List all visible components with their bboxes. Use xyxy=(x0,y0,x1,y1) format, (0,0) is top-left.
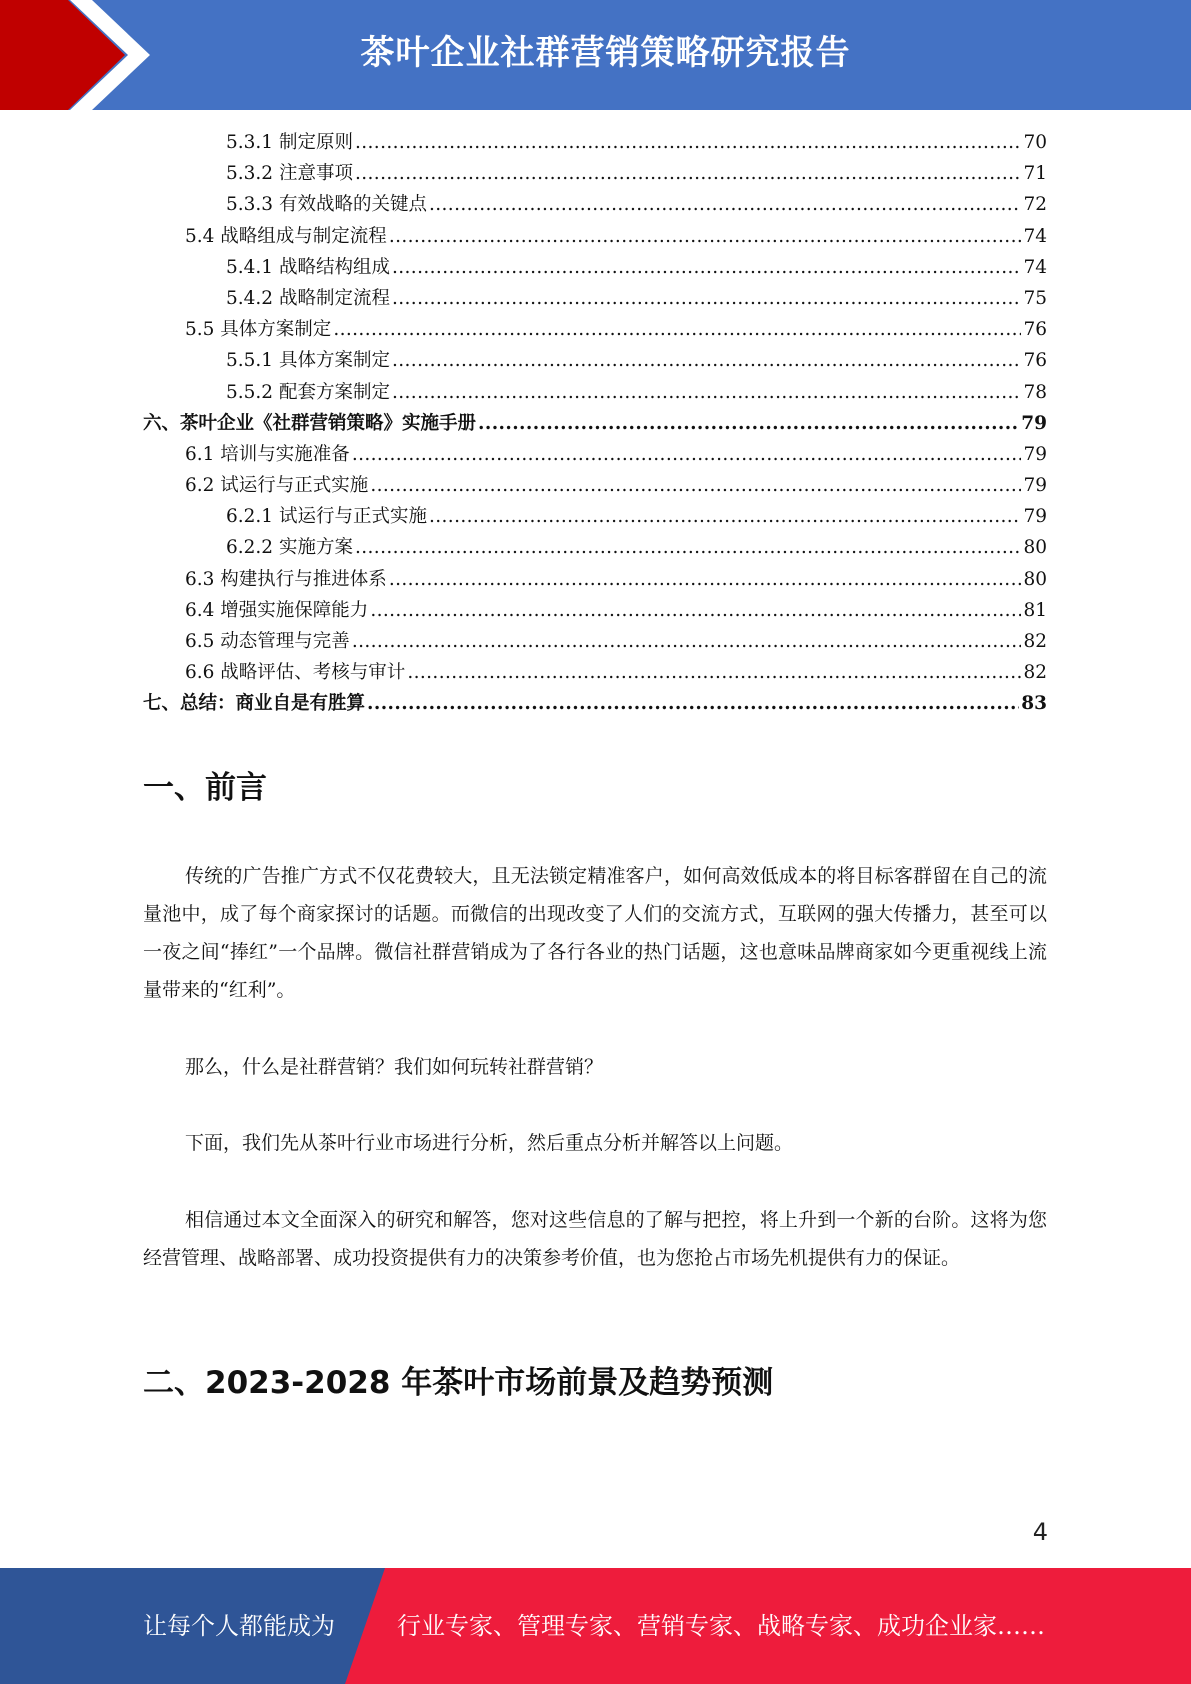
toc-dot-leader xyxy=(352,631,1022,652)
toc-entry-label: 5.3.2 注意事项 xyxy=(226,163,353,185)
toc-dot-leader xyxy=(407,662,1021,683)
toc-entry[interactable] xyxy=(143,440,1047,471)
page-header xyxy=(0,0,1191,110)
toc-entry-label: 5.4 战略组成与制定流程 xyxy=(185,225,387,247)
toc-entry-label: 5.5.2 配套方案制定 xyxy=(226,381,390,403)
toc-dot-leader xyxy=(429,506,1021,527)
toc-entry-label: 6.2.2 实施方案 xyxy=(226,537,353,559)
toc-entry[interactable] xyxy=(143,222,1047,253)
toc-entry-label: 6.2.1 试运行与正式实施 xyxy=(226,506,427,528)
toc-entry-label: 6.6 战略评估、考核与审计 xyxy=(185,662,406,684)
toc-dot-leader xyxy=(352,444,1022,465)
toc-entry-page: 79 xyxy=(1023,475,1047,497)
preface-paragraph: 那么，什么是社群营销？我们如何玩转社群营销？ xyxy=(185,1056,604,1078)
toc-entry-label: 6.1 培训与实施准备 xyxy=(185,443,350,465)
toc-dot-leader xyxy=(333,319,1021,340)
toc-entry-page: 80 xyxy=(1023,568,1047,590)
toc-dot-leader xyxy=(392,350,1021,371)
toc-entry[interactable] xyxy=(143,471,1047,502)
toc-entry[interactable] xyxy=(143,409,1047,440)
toc-entry[interactable] xyxy=(143,689,1047,720)
toc-entry-label: 5.4.1 战略结构组成 xyxy=(226,256,390,278)
toc-entry[interactable] xyxy=(143,190,1047,221)
preface-paragraph: 相信通过本文全面深入的研究和解答，您对这些信息的了解与把控，将上升到一个新的台阶。这将为您经营管理、战略部署、成功投资提供有力的决策参考价值，也为您抢占市场先机提供有力的保证。 xyxy=(143,1209,1047,1269)
toc-dot-leader xyxy=(392,257,1021,278)
toc-entry-label: 5.3.1 制定原则 xyxy=(226,132,353,153)
toc-entry-label: 六、茶叶企业《社群营销策略》实施手册 xyxy=(143,412,477,434)
toc-entry-page: 83 xyxy=(1021,693,1047,715)
toc-dot-leader xyxy=(389,226,1022,247)
toc-entry[interactable] xyxy=(143,627,1047,658)
preface-paragraph: 下面，我们先从茶叶行业市场进行分析，然后重点分析并解答以上问题。 xyxy=(185,1132,794,1154)
page-number: 4 xyxy=(1032,1518,1048,1546)
toc-dot-leader xyxy=(370,475,1021,496)
toc-entry[interactable] xyxy=(143,128,1047,159)
toc-entry-label: 6.4 增强实施保障能力 xyxy=(185,599,369,621)
toc-entry-page: 71 xyxy=(1023,163,1047,185)
toc-entry[interactable] xyxy=(143,565,1047,596)
toc-dot-leader xyxy=(392,288,1021,309)
toc-entry-label: 5.5.1 具体方案制定 xyxy=(226,350,390,372)
toc-entry-label: 七、总结：商业自是有胜算 xyxy=(143,693,366,715)
section-heading-preface: 一、前言 xyxy=(143,770,267,806)
toc-entry[interactable] xyxy=(143,253,1047,284)
toc-entry[interactable] xyxy=(143,502,1047,533)
toc-entry-page: 79 xyxy=(1021,412,1047,434)
toc-dot-leader xyxy=(355,537,1022,558)
toc-entry-label: 6.2 试运行与正式实施 xyxy=(185,475,369,497)
toc-entry[interactable] xyxy=(143,346,1047,377)
table-of-contents xyxy=(143,128,1047,721)
toc-entry[interactable] xyxy=(143,159,1047,190)
toc-entry[interactable] xyxy=(143,284,1047,315)
toc-dot-leader xyxy=(392,382,1021,403)
toc-entry-page: 82 xyxy=(1023,631,1047,652)
toc-entry-page: 74 xyxy=(1023,256,1047,278)
toc-entry[interactable] xyxy=(143,378,1047,409)
toc-entry-page: 82 xyxy=(1023,662,1047,684)
toc-dot-leader xyxy=(389,569,1022,590)
toc-entry-page: 76 xyxy=(1023,319,1047,341)
toc-entry-label: 5.4.2 战略制定流程 xyxy=(226,287,390,309)
toc-entry[interactable] xyxy=(143,315,1047,346)
toc-entry-label: 5.3.3 有效战略的关键点 xyxy=(226,194,427,216)
toc-entry-page: 70 xyxy=(1023,132,1047,153)
footer-slogan-right: 行业专家、管理专家、营销专家、战略专家、成功企业家…… xyxy=(397,1612,1045,1640)
toc-entry-page: 79 xyxy=(1023,443,1047,465)
toc-entry-page: 76 xyxy=(1023,350,1047,372)
toc-entry[interactable] xyxy=(143,596,1047,627)
report-title: 茶叶企业社群营销策略研究报告 xyxy=(360,33,851,73)
toc-dot-leader xyxy=(429,194,1021,215)
toc-entry-label: 6.5 动态管理与完善 xyxy=(185,631,350,652)
toc-dot-leader xyxy=(355,163,1022,184)
page-footer xyxy=(0,1568,1191,1684)
toc-entry-page: 79 xyxy=(1023,506,1047,528)
preface-paragraph: 传统的广告推广方式不仅花费较大，且无法锁定精准客户，如何高效低成本的将目标客群留在自己的流量池中，成了每个商家探讨的话题。而微信的出现改变了人们的交流方式，互联网的强大传播力，甚至可以一夜之间“捧红”一个品牌。微信社群营销成为了各行各业的热门话题，这也意味品牌商家如今更重视线上流量带来的“红利”。 xyxy=(143,865,1047,1001)
toc-entry-page: 74 xyxy=(1023,225,1047,247)
toc-dot-leader xyxy=(367,693,1019,714)
footer-slogan-left: 让每个人都能成为 xyxy=(143,1612,335,1640)
toc-dot-leader xyxy=(478,413,1019,434)
toc-entry-page: 75 xyxy=(1023,287,1047,309)
toc-entry-page: 81 xyxy=(1023,599,1047,621)
section-heading-market-outlook: 二、2023-2028 年茶叶市场前景及趋势预测 xyxy=(143,1365,774,1401)
toc-entry-label: 5.5 具体方案制定 xyxy=(185,319,332,341)
toc-entry-label: 6.3 构建执行与推进体系 xyxy=(185,568,387,590)
toc-entry[interactable] xyxy=(143,533,1047,564)
toc-entry-page: 72 xyxy=(1023,194,1047,216)
toc-dot-leader xyxy=(355,132,1022,153)
toc-entry-page: 78 xyxy=(1023,381,1047,403)
toc-entry[interactable] xyxy=(143,658,1047,689)
toc-entry-page: 80 xyxy=(1023,537,1047,559)
toc-dot-leader xyxy=(370,600,1021,621)
